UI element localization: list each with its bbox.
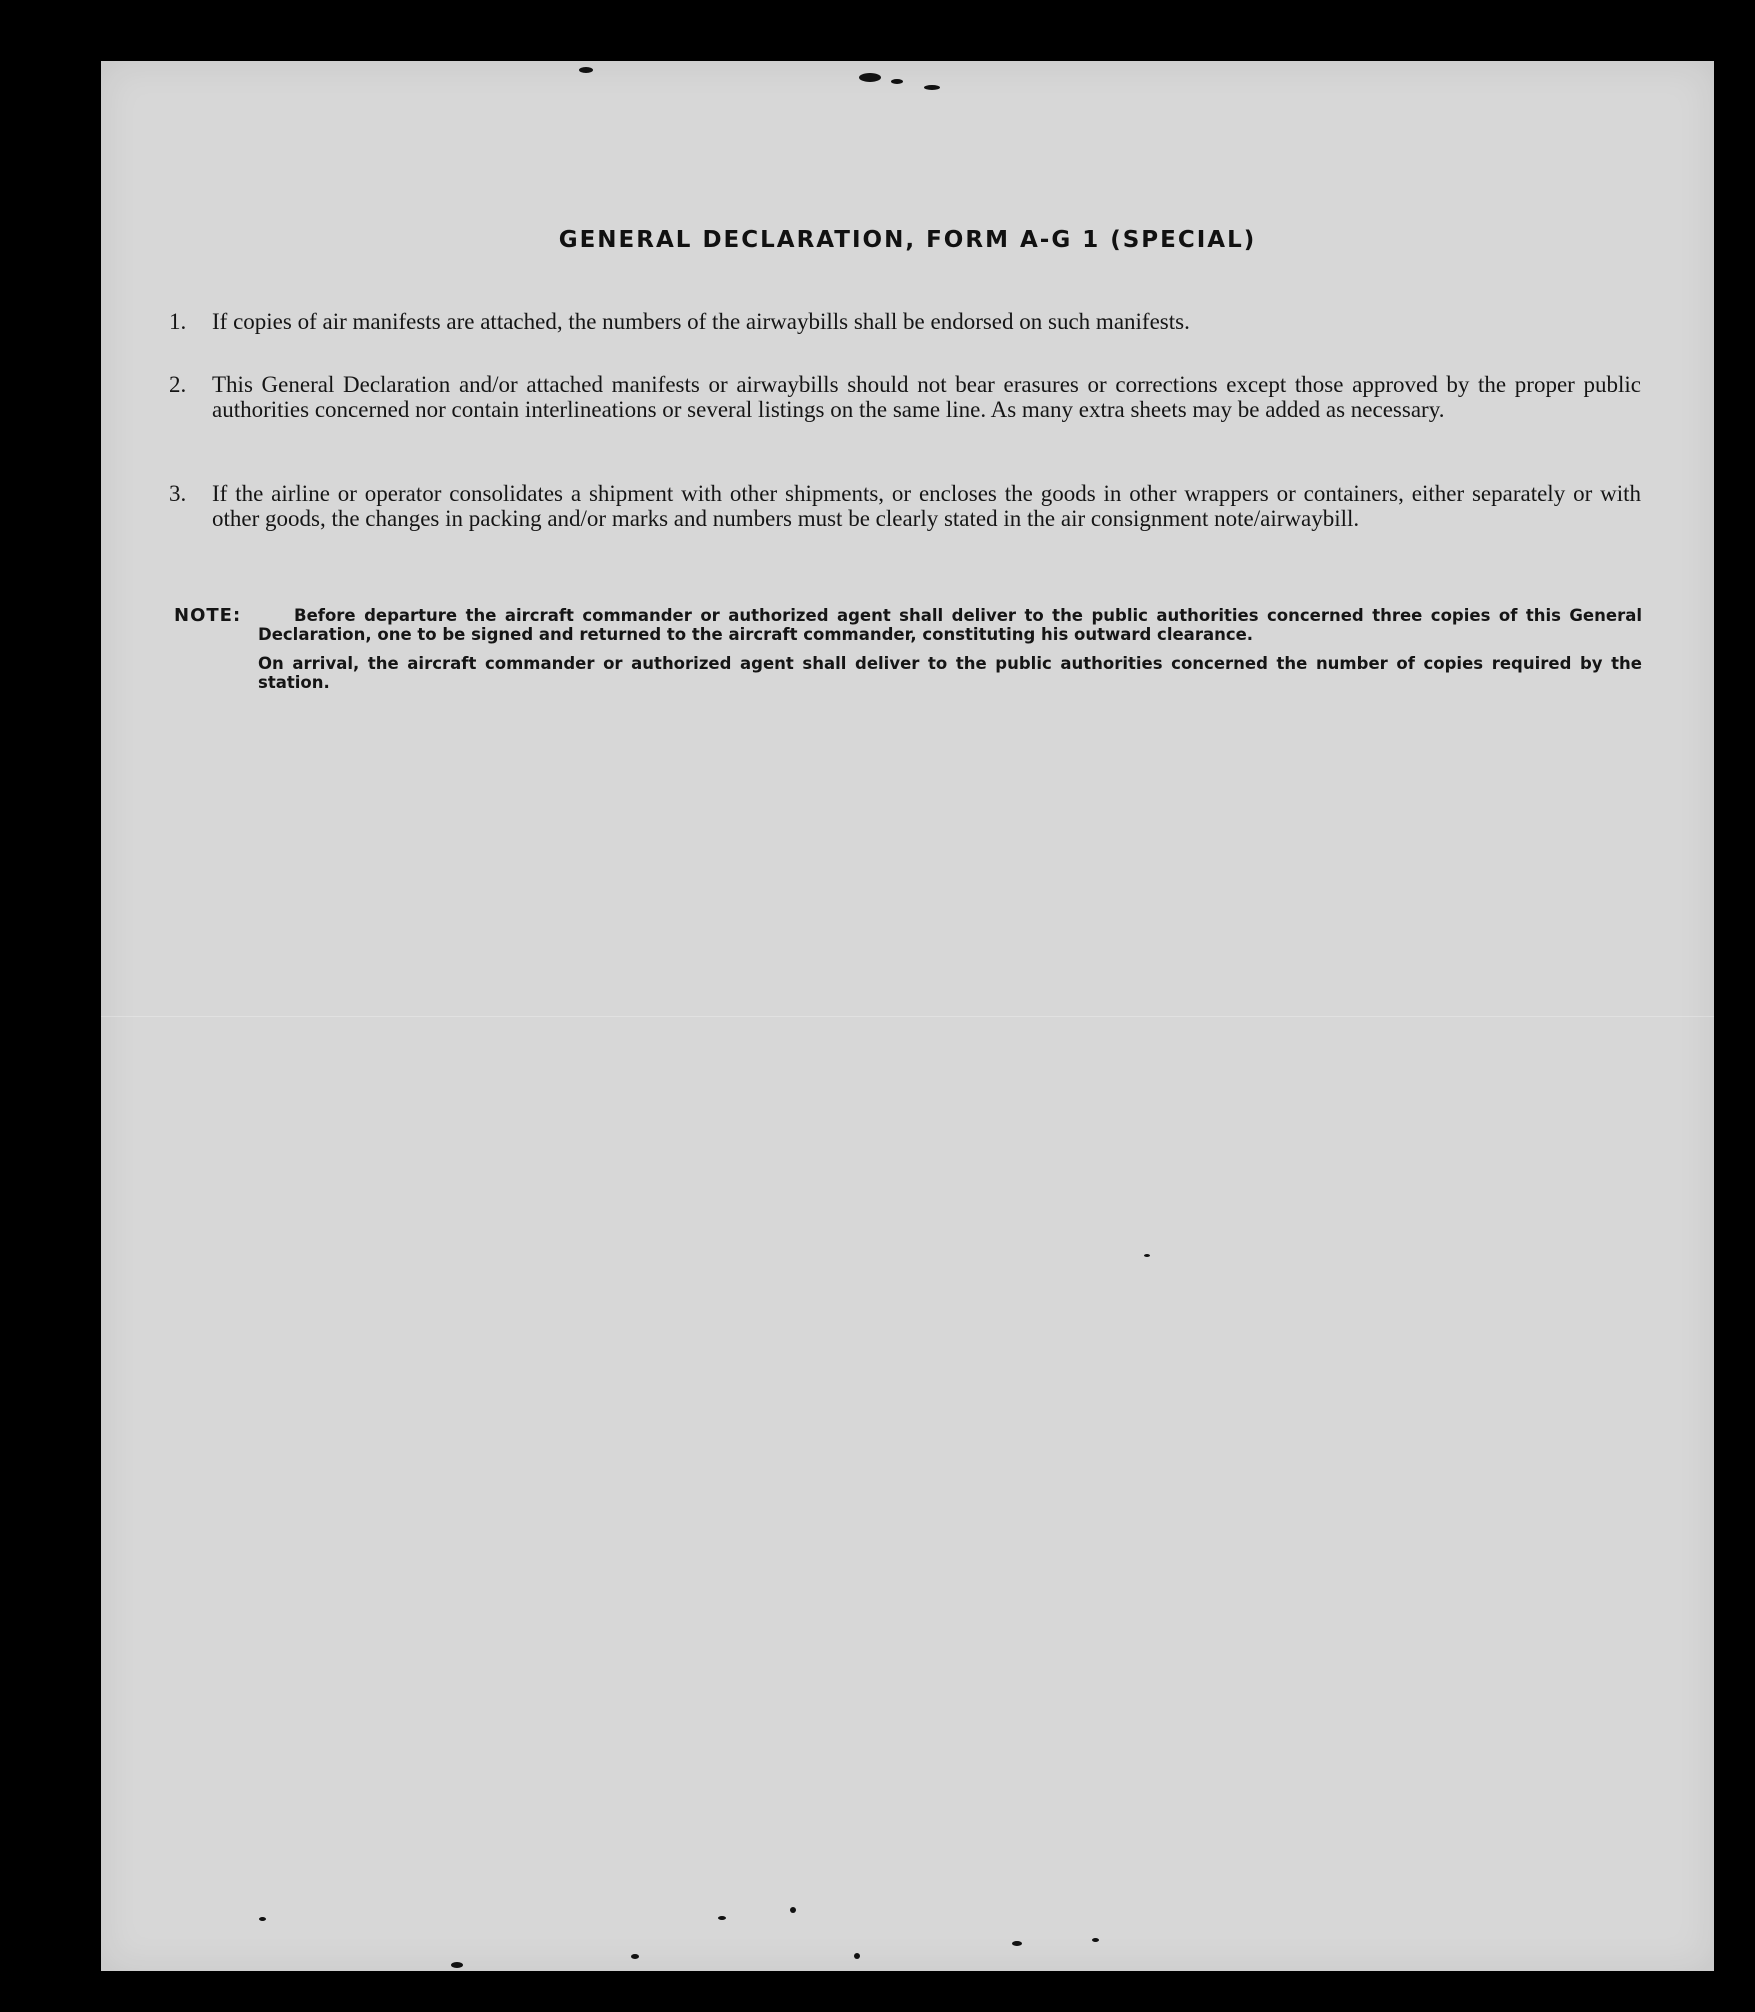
note-label: NOTE: bbox=[174, 605, 242, 626]
note-paragraph-arrival: On arrival, the aircraft commander or authorized agent shall deliver to the public authorities concerned the number of copies required by the station. bbox=[258, 654, 1642, 692]
document-page bbox=[101, 61, 1714, 1971]
paper-fold-line bbox=[101, 1016, 1714, 1017]
scan-speck bbox=[790, 1907, 796, 1913]
note-section bbox=[174, 606, 1642, 692]
item-number: 1. bbox=[169, 309, 187, 334]
item-text: This General Declaration and/or attached manifests or airwaybills should not bear erasures or corrections except those approved by the proper public authorities concerned nor contain interlineations or several listings on the same line. As many extra sheets may be added as necessary. bbox=[212, 372, 1641, 422]
scan-speck bbox=[1092, 1938, 1099, 1942]
list-item bbox=[169, 372, 1641, 422]
scan-speck bbox=[924, 85, 940, 90]
scan-speck bbox=[854, 1953, 860, 1959]
scan-speck bbox=[859, 73, 881, 82]
document-title: GENERAL DECLARATION, FORM A-G 1 (SPECIAL) bbox=[558, 227, 1257, 253]
scan-speck bbox=[631, 1954, 639, 1959]
item-text: If the airline or operator consolidates a shipment with other shipments, or encloses the goods in other wrappers or containers, either separately or with other goods, the changes in packing and/or marks and numbers must be clearly stated in the air consignment note/airwaybill. bbox=[212, 481, 1641, 531]
scan-speck bbox=[579, 67, 593, 73]
scan-speck bbox=[891, 79, 903, 84]
scan-speck bbox=[259, 1917, 266, 1921]
item-number: 2. bbox=[169, 372, 187, 397]
item-text: If copies of air manifests are attached, the numbers of the airwaybills shall be endorsed on such manifests. bbox=[212, 309, 1190, 334]
note-paragraph-departure: Before departure the aircraft commander or authorized agent shall deliver to the public authorities concerned three copies of this General Declaration, one to be signed and returned to the aircraft commander, constituting his outward clearance. bbox=[258, 606, 1642, 644]
list-item bbox=[169, 481, 1641, 531]
list-item bbox=[169, 309, 1641, 334]
scan-speck bbox=[718, 1916, 726, 1920]
scan-speck bbox=[451, 1962, 463, 1968]
scan-speck bbox=[1012, 1941, 1022, 1946]
scan-speck bbox=[1144, 1254, 1150, 1257]
item-number: 3. bbox=[169, 481, 187, 506]
